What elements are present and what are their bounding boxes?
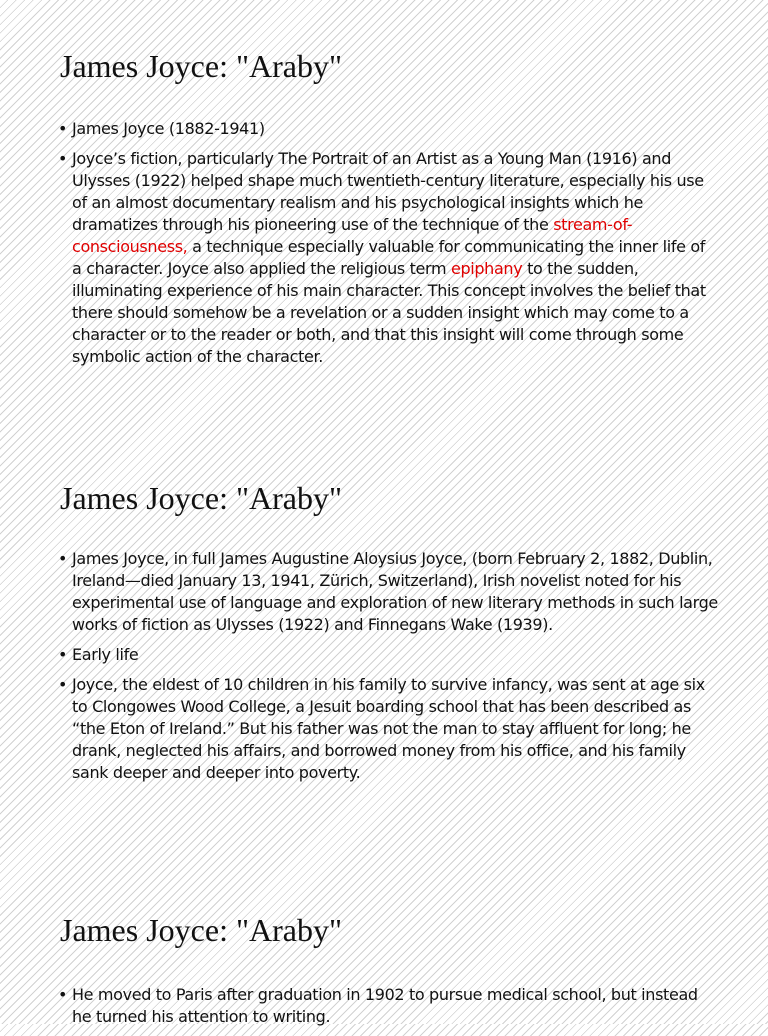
term-epiphany: epiphany <box>450 259 523 278</box>
bullet-text: James Joyce, in full James Augustine Aloysius Joyce, (born February 2, 1882, Dublin, Ireland—died January 13, 1941, Zürich, Switzerland), Irish novelist noted for his experimental use of language and exploration of new literary methods in such large works of fiction as Ulysses (1922) and Finnegans Wake (1939). <box>72 549 718 634</box>
term-stream-of-consciousness: stream-of-consciousness, <box>72 215 633 256</box>
slide-title: James Joyce: "Araby" <box>60 912 343 948</box>
bullet-text: Early life <box>72 645 139 664</box>
bullet-list <box>58 548 718 792</box>
bullet-dot: • <box>58 675 68 694</box>
bullet-text: He moved to Paris after graduation in 1902 to pursue medical school, but instead he turned his attention to writing. <box>72 985 698 1026</box>
bullet-item <box>58 118 718 140</box>
bullet-list <box>58 984 718 1036</box>
bullet-item <box>58 548 718 636</box>
bullet-dot: • <box>58 549 68 568</box>
slide-3 <box>0 880 768 1024</box>
slide-title: James Joyce: "Araby" <box>60 480 343 516</box>
slide-1 <box>0 0 768 460</box>
bullet-item <box>58 984 718 1028</box>
bullet-dot: • <box>58 645 68 664</box>
bullet-text: Joyce’s fiction, particularly The Portrait of an Artist as a Young Man (1916) and Ulysses (1922) helped shape much twentieth-century literature, especially his use of an almost documentary realism and his psychological insights which he dramatizes through his pioneering use of the technique of the <box>72 149 704 234</box>
bullet-dot: • <box>58 985 68 1004</box>
slide-title: James Joyce: "Araby" <box>60 48 343 84</box>
bullet-item <box>58 148 718 368</box>
slide-2 <box>0 460 768 880</box>
bullet-item <box>58 674 718 784</box>
bullet-item <box>58 644 718 666</box>
bullet-text: a technique especially valuable for communicating the inner life of a character. Joyce also applied the religious term <box>72 237 706 278</box>
bullet-text: James Joyce (1882-1941) <box>72 119 265 138</box>
bullet-dot: • <box>58 119 68 138</box>
bullet-dot: • <box>58 149 68 168</box>
bullet-list <box>58 118 718 376</box>
bullet-text: to the sudden, illuminating experience of his main character. This concept involves the belief that there should somehow be a revelation or a sudden insight which may come to a character or to the reader or both, and that this insight will come through some symbolic action of the character. <box>72 259 706 366</box>
bullet-text: Joyce, the eldest of 10 children in his family to survive infancy, was sent at age six to Clongowes Wood College, a Jesuit boarding school that has been described as “the Eton of Ireland.” But his father was not the man to stay affluent for long; he drank, neglected his affairs, and borrowed money from his office, and his family sank deeper and deeper into poverty. <box>72 675 705 782</box>
